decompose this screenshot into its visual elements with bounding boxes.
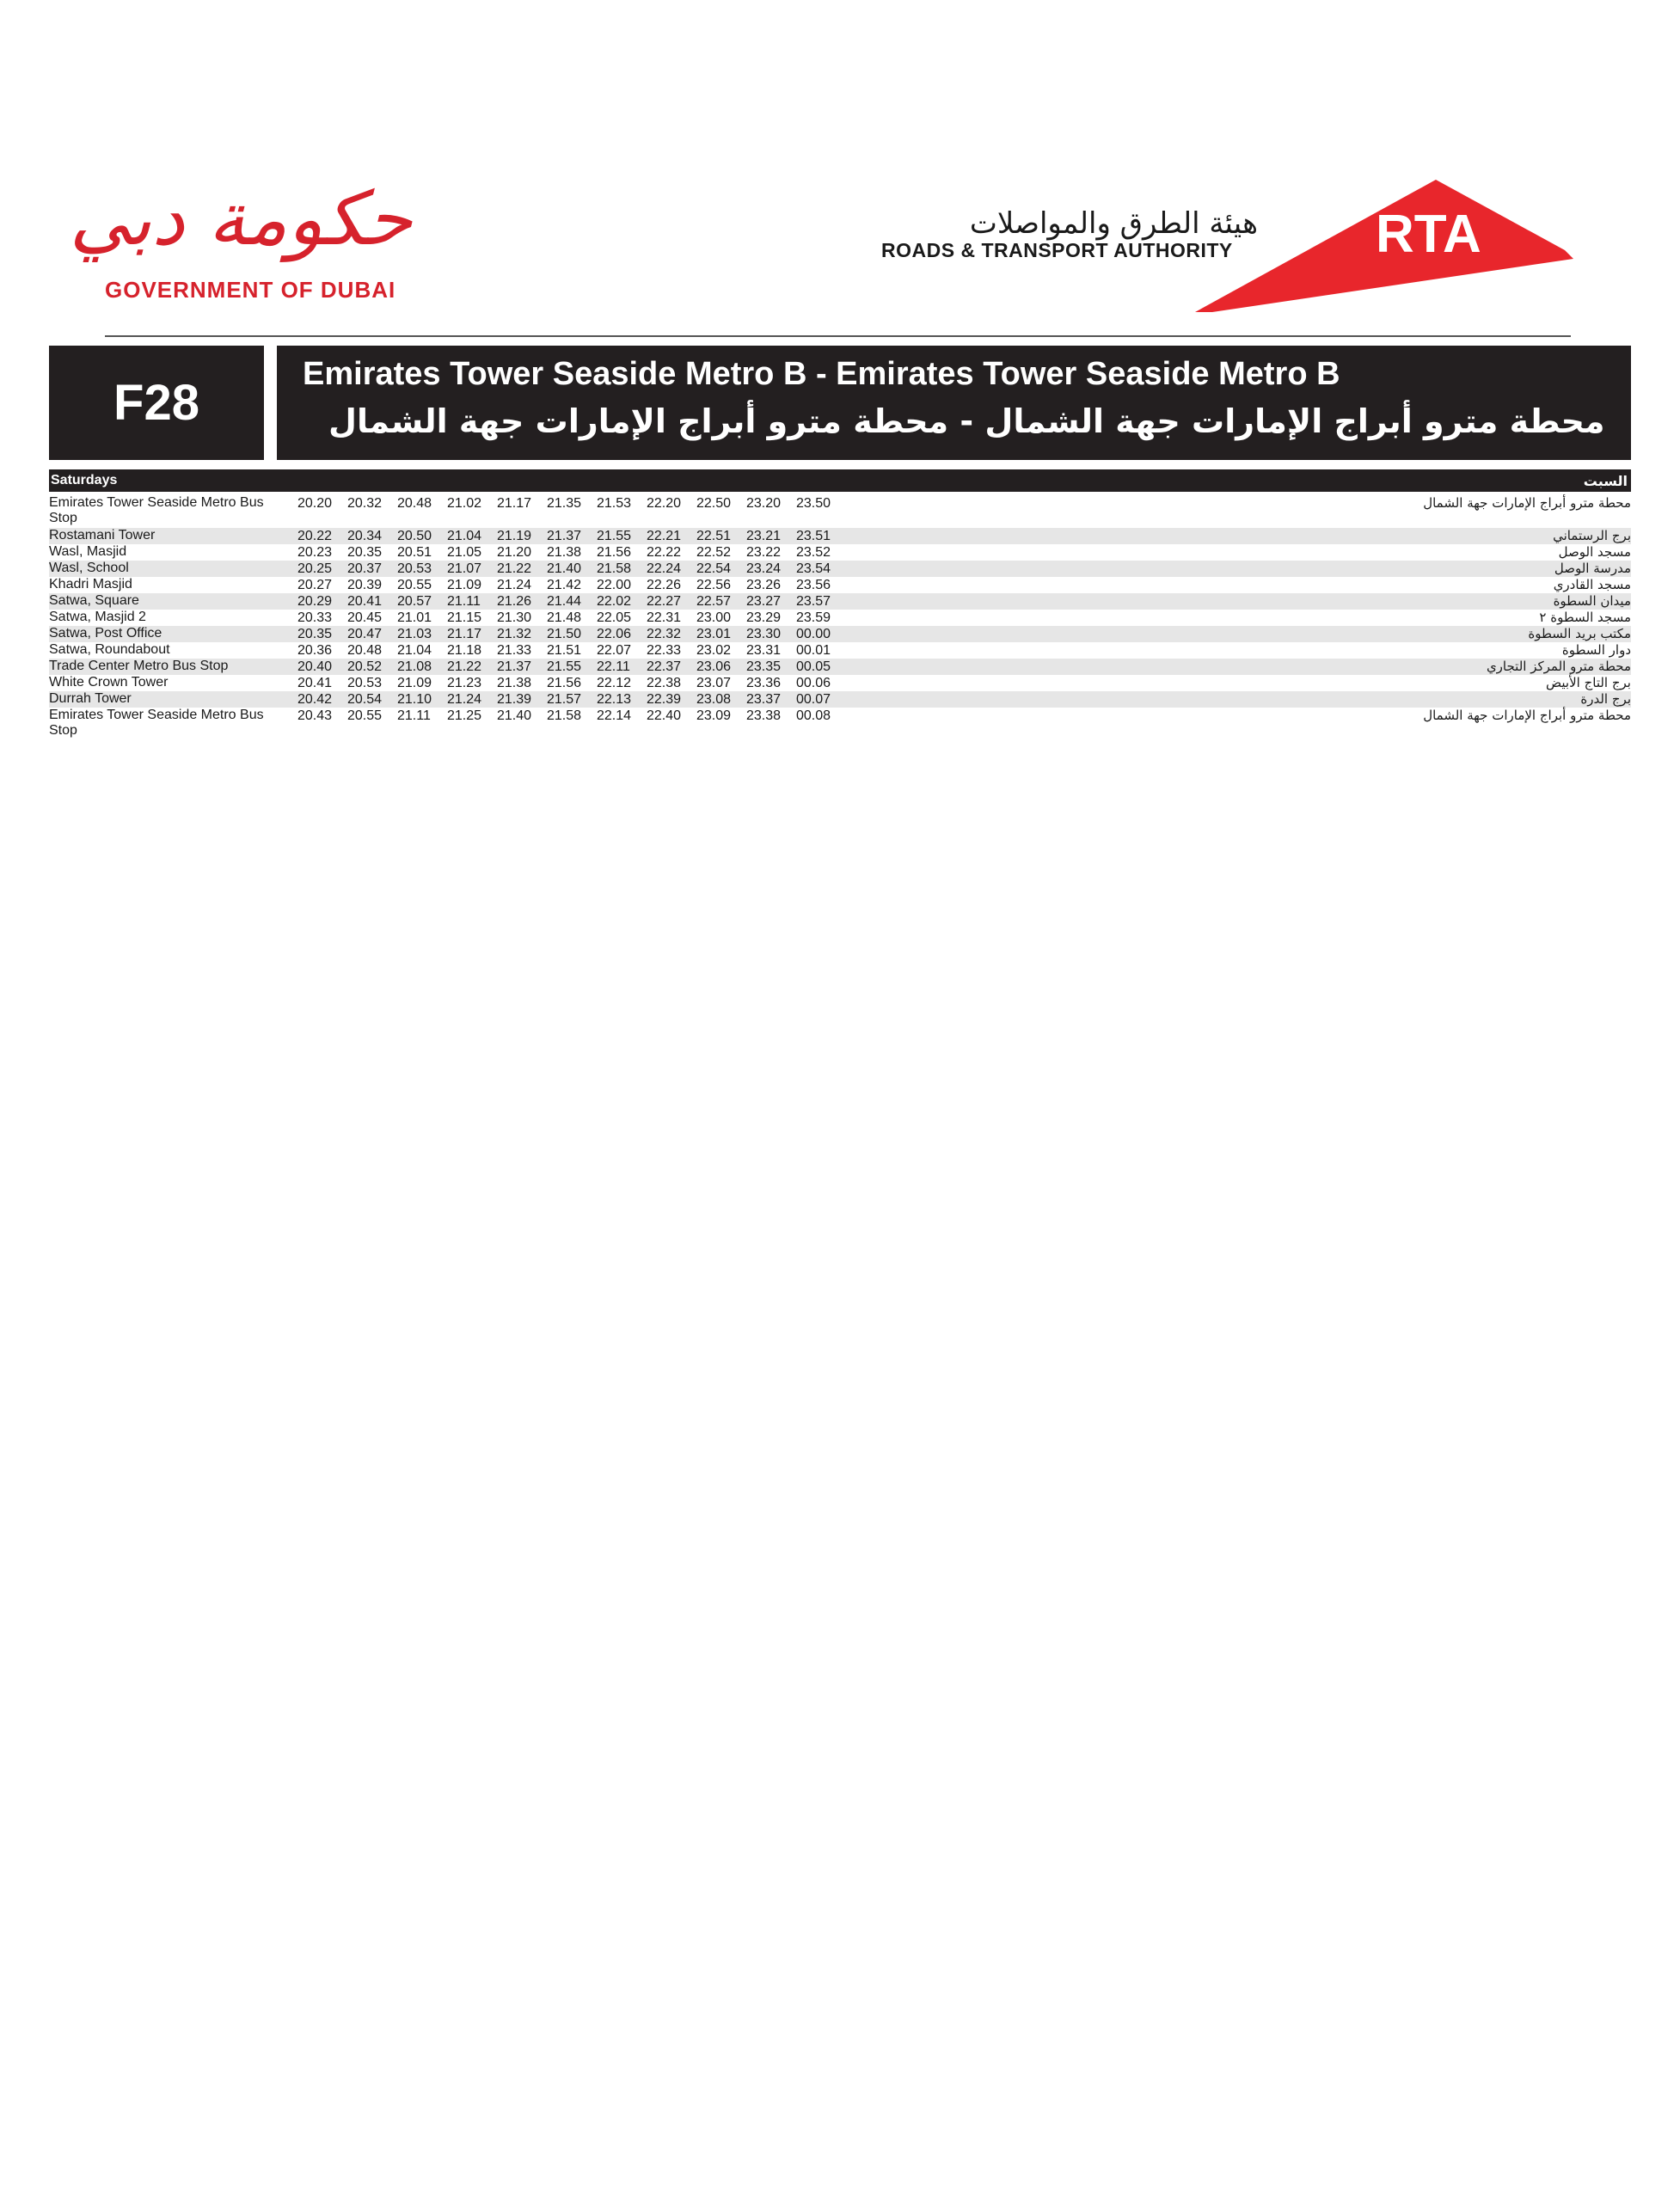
stop-name-english: Wasl, School bbox=[49, 561, 129, 575]
departure-time: 23.52 bbox=[796, 545, 831, 560]
departure-time: 21.17 bbox=[447, 627, 482, 641]
departure-time: 20.45 bbox=[347, 610, 383, 625]
departure-times bbox=[297, 610, 846, 626]
departure-time: 23.36 bbox=[746, 676, 782, 690]
departure-time: 22.56 bbox=[696, 578, 732, 592]
departure-time: 21.11 bbox=[447, 594, 481, 609]
departure-time: 21.38 bbox=[547, 545, 582, 560]
header-divider bbox=[105, 335, 1571, 337]
departure-time: 21.53 bbox=[597, 496, 632, 511]
departure-time: 20.20 bbox=[297, 496, 333, 511]
table-row bbox=[49, 675, 1631, 691]
departure-time: 21.08 bbox=[397, 659, 432, 674]
departure-time: 23.21 bbox=[746, 529, 782, 543]
departure-time: 21.40 bbox=[497, 708, 532, 723]
departure-times bbox=[297, 659, 846, 675]
departure-time: 22.37 bbox=[647, 659, 682, 674]
departure-time: 20.33 bbox=[297, 610, 333, 625]
departure-time: 21.33 bbox=[497, 643, 532, 658]
stop-name-english: Rostamani Tower bbox=[49, 528, 156, 543]
stop-name-english: Durrah Tower bbox=[49, 691, 132, 706]
departure-time: 21.44 bbox=[547, 594, 582, 609]
departure-times bbox=[297, 528, 846, 544]
departure-time: 21.05 bbox=[447, 545, 482, 560]
departure-time: 20.40 bbox=[297, 659, 333, 674]
day-label-english: Saturdays bbox=[51, 473, 118, 487]
departure-time: 20.57 bbox=[397, 594, 432, 609]
departure-time: 20.37 bbox=[347, 561, 383, 576]
departure-time: 20.35 bbox=[297, 627, 333, 641]
stop-name-english: Satwa, Square bbox=[49, 593, 139, 608]
departure-time: 21.22 bbox=[447, 659, 482, 674]
departure-time: 21.23 bbox=[447, 676, 482, 690]
departure-time: 22.32 bbox=[647, 627, 682, 641]
departure-time: 22.40 bbox=[647, 708, 682, 723]
departure-time: 22.14 bbox=[597, 708, 632, 723]
departure-time: 21.30 bbox=[497, 610, 532, 625]
departure-time: 00.00 bbox=[796, 627, 831, 641]
departure-time: 22.57 bbox=[696, 594, 732, 609]
stop-name-english: Satwa, Post Office bbox=[49, 626, 162, 641]
departure-time: 20.23 bbox=[297, 545, 333, 560]
departure-time: 21.20 bbox=[497, 545, 532, 560]
departure-time: 22.06 bbox=[597, 627, 632, 641]
departure-times bbox=[297, 561, 846, 577]
departure-time: 21.26 bbox=[497, 594, 532, 609]
departure-time: 00.06 bbox=[796, 676, 831, 690]
departure-time: 21.24 bbox=[497, 578, 532, 592]
departure-time: 21.02 bbox=[447, 496, 482, 511]
departure-time: 20.55 bbox=[397, 578, 432, 592]
stop-name-arabic: مسجد القادري bbox=[1553, 577, 1631, 592]
departure-time: 20.29 bbox=[297, 594, 333, 609]
stop-name-arabic: محطة مترو أبراج الإمارات جهة الشمال bbox=[1423, 708, 1631, 723]
departure-time: 23.26 bbox=[746, 578, 782, 592]
departure-time: 20.43 bbox=[297, 708, 333, 723]
departure-times bbox=[297, 708, 846, 724]
departure-time: 21.18 bbox=[447, 643, 482, 658]
departure-time: 21.04 bbox=[397, 643, 432, 658]
departure-times bbox=[297, 642, 846, 659]
stop-name-english: Emirates Tower Seaside Metro Bus Stop bbox=[49, 708, 264, 738]
gov-logo-arabic-text: حكومة دبي bbox=[69, 176, 413, 262]
departure-time: 23.50 bbox=[796, 496, 831, 511]
departure-time: 20.34 bbox=[347, 529, 383, 543]
departure-time: 22.24 bbox=[647, 561, 682, 576]
stop-name-arabic: مكتب بريد السطوة bbox=[1528, 626, 1631, 641]
departure-time: 22.33 bbox=[647, 643, 682, 658]
departure-time: 23.02 bbox=[696, 643, 732, 658]
departure-time: 23.27 bbox=[746, 594, 782, 609]
departure-time: 21.22 bbox=[497, 561, 532, 576]
departure-time: 22.39 bbox=[647, 692, 682, 707]
day-label-arabic: السبت bbox=[1583, 473, 1628, 489]
departure-time: 21.04 bbox=[447, 529, 482, 543]
departure-time: 21.39 bbox=[497, 692, 532, 707]
departure-time: 22.27 bbox=[647, 594, 682, 609]
departure-time: 23.06 bbox=[696, 659, 732, 674]
departure-time: 21.48 bbox=[547, 610, 582, 625]
day-header-bar bbox=[49, 469, 1631, 492]
departure-time: 23.01 bbox=[696, 627, 732, 641]
departure-time: 23.29 bbox=[746, 610, 782, 625]
departure-time: 20.32 bbox=[347, 496, 383, 511]
departure-time: 21.55 bbox=[597, 529, 632, 543]
departure-times bbox=[297, 495, 846, 512]
departure-time: 22.26 bbox=[647, 578, 682, 592]
departure-time: 21.11 bbox=[397, 708, 431, 723]
stop-name-arabic: دوار السطوة bbox=[1561, 642, 1631, 658]
departure-time: 21.32 bbox=[497, 627, 532, 641]
table-row bbox=[49, 495, 1631, 528]
table-row bbox=[49, 642, 1631, 659]
table-row bbox=[49, 593, 1631, 610]
departure-time: 22.38 bbox=[647, 676, 682, 690]
stop-name-arabic: مسجد السطوة ٢ bbox=[1539, 610, 1631, 625]
table-row bbox=[49, 561, 1631, 577]
departure-time: 21.25 bbox=[447, 708, 482, 723]
departure-time: 21.57 bbox=[547, 692, 582, 707]
stop-name-english: Satwa, Masjid 2 bbox=[49, 610, 146, 624]
departure-time: 00.01 bbox=[796, 643, 831, 658]
departure-time: 20.25 bbox=[297, 561, 333, 576]
route-title-arabic: محطة مترو أبراج الإمارات جهة الشمال - محطة مترو أبراج الإمارات جهة الشمال bbox=[328, 402, 1605, 440]
departure-time: 21.37 bbox=[547, 529, 582, 543]
route-title-box bbox=[277, 346, 1631, 460]
departure-time: 20.51 bbox=[397, 545, 432, 560]
departure-time: 20.53 bbox=[347, 676, 383, 690]
departure-time: 21.09 bbox=[397, 676, 432, 690]
departure-time: 20.48 bbox=[397, 496, 432, 511]
departure-time: 20.55 bbox=[347, 708, 383, 723]
stop-name-arabic: مدرسة الوصل bbox=[1554, 561, 1631, 576]
stop-name-english: Emirates Tower Seaside Metro Bus Stop bbox=[49, 495, 264, 525]
departure-time: 22.22 bbox=[647, 545, 682, 560]
departure-times bbox=[297, 626, 846, 642]
departure-time: 20.27 bbox=[297, 578, 333, 592]
departure-time: 21.17 bbox=[497, 496, 532, 511]
departure-time: 21.37 bbox=[497, 659, 532, 674]
departure-time: 22.00 bbox=[597, 578, 632, 592]
departure-time: 22.13 bbox=[597, 692, 632, 707]
departure-time: 20.41 bbox=[347, 594, 383, 609]
table-row bbox=[49, 691, 1631, 708]
departure-time: 23.57 bbox=[796, 594, 831, 609]
departure-time: 21.50 bbox=[547, 627, 582, 641]
route-number: F28 bbox=[113, 375, 199, 431]
departure-time: 21.07 bbox=[447, 561, 482, 576]
departure-time: 21.56 bbox=[597, 545, 632, 560]
departure-time: 23.37 bbox=[746, 692, 782, 707]
departure-time: 21.38 bbox=[497, 676, 532, 690]
departure-time: 21.35 bbox=[547, 496, 582, 511]
departure-time: 20.35 bbox=[347, 545, 383, 560]
route-number-box bbox=[49, 346, 264, 460]
departure-time: 22.12 bbox=[597, 676, 632, 690]
departure-time: 20.50 bbox=[397, 529, 432, 543]
stop-name-english: White Crown Tower bbox=[49, 675, 169, 690]
stop-name-english: Trade Center Metro Bus Stop bbox=[49, 659, 229, 673]
departure-time: 20.53 bbox=[397, 561, 432, 576]
stop-name-arabic: برج الرستماني bbox=[1553, 528, 1631, 543]
departure-times bbox=[297, 577, 846, 593]
departure-time: 23.22 bbox=[746, 545, 782, 560]
table-row bbox=[49, 610, 1631, 626]
departure-time: 21.10 bbox=[397, 692, 432, 707]
timetable bbox=[49, 495, 1631, 740]
stop-name-arabic: محطة مترو أبراج الإمارات جهة الشمال bbox=[1423, 495, 1631, 511]
stop-name-arabic: محطة مترو المركز التجاري bbox=[1486, 659, 1631, 674]
departure-time: 22.21 bbox=[647, 529, 682, 543]
stop-name-arabic: برج التاج الأبيض bbox=[1546, 675, 1631, 690]
departure-time: 20.36 bbox=[297, 643, 333, 658]
table-row bbox=[49, 659, 1631, 675]
rta-name-english: ROADS & TRANSPORT AUTHORITY bbox=[881, 239, 1233, 261]
departure-time: 21.01 bbox=[397, 610, 432, 625]
departure-time: 21.58 bbox=[597, 561, 632, 576]
table-row bbox=[49, 544, 1631, 561]
departure-time: 23.08 bbox=[696, 692, 732, 707]
departure-time: 21.19 bbox=[497, 529, 532, 543]
departure-time: 23.59 bbox=[796, 610, 831, 625]
departure-time: 22.52 bbox=[696, 545, 732, 560]
departure-time: 22.50 bbox=[696, 496, 732, 511]
departure-time: 20.42 bbox=[297, 692, 333, 707]
stop-name-english: Khadri Masjid bbox=[49, 577, 132, 592]
stop-name-arabic: برج الدرة bbox=[1580, 691, 1631, 707]
table-row bbox=[49, 626, 1631, 642]
departure-times bbox=[297, 675, 846, 691]
departure-time: 21.51 bbox=[547, 643, 582, 658]
departure-time: 20.39 bbox=[347, 578, 383, 592]
rta-name-arabic: هيئة الطرق والمواصلات bbox=[969, 206, 1258, 241]
departure-time: 22.54 bbox=[696, 561, 732, 576]
departure-times bbox=[297, 691, 846, 708]
stop-name-arabic: ميدان السطوة bbox=[1553, 593, 1631, 609]
departure-time: 23.00 bbox=[696, 610, 732, 625]
departure-time: 23.30 bbox=[746, 627, 782, 641]
departure-time: 20.54 bbox=[347, 692, 383, 707]
departure-time: 23.35 bbox=[746, 659, 782, 674]
departure-time: 20.48 bbox=[347, 643, 383, 658]
table-row bbox=[49, 577, 1631, 593]
departure-time: 21.56 bbox=[547, 676, 582, 690]
departure-time: 21.09 bbox=[447, 578, 482, 592]
departure-time: 22.07 bbox=[597, 643, 632, 658]
route-title-english: Emirates Tower Seaside Metro B - Emirates Tower Seaside Metro B bbox=[303, 356, 1340, 392]
departure-time: 21.55 bbox=[547, 659, 582, 674]
departure-time: 21.24 bbox=[447, 692, 482, 707]
departure-time: 23.51 bbox=[796, 529, 831, 543]
departure-time: 21.58 bbox=[547, 708, 582, 723]
departure-time: 22.20 bbox=[647, 496, 682, 511]
departure-time: 00.08 bbox=[796, 708, 831, 723]
departure-times bbox=[297, 544, 846, 561]
departure-time: 20.52 bbox=[347, 659, 383, 674]
departure-time: 22.51 bbox=[696, 529, 732, 543]
government-of-dubai-logo bbox=[69, 169, 413, 263]
rta-logo-text: RTA bbox=[1376, 205, 1481, 264]
table-row bbox=[49, 708, 1631, 740]
departure-time: 23.56 bbox=[796, 578, 831, 592]
departure-time: 20.41 bbox=[297, 676, 333, 690]
departure-time: 23.24 bbox=[746, 561, 782, 576]
departure-time: 00.05 bbox=[796, 659, 831, 674]
rta-logo-mark bbox=[1195, 176, 1573, 314]
departure-time: 20.47 bbox=[347, 627, 383, 641]
stop-name-english: Wasl, Masjid bbox=[49, 544, 127, 559]
departure-time: 21.15 bbox=[447, 610, 482, 625]
departure-time: 20.22 bbox=[297, 529, 333, 543]
departure-time: 23.20 bbox=[746, 496, 782, 511]
departure-time: 21.40 bbox=[547, 561, 582, 576]
departure-time: 23.07 bbox=[696, 676, 732, 690]
departure-time: 00.07 bbox=[796, 692, 831, 707]
stop-name-english: Satwa, Roundabout bbox=[49, 642, 170, 657]
departure-time: 23.54 bbox=[796, 561, 831, 576]
departure-time: 23.31 bbox=[746, 643, 782, 658]
departure-time: 23.09 bbox=[696, 708, 732, 723]
departure-time: 23.38 bbox=[746, 708, 782, 723]
departure-time: 21.03 bbox=[397, 627, 432, 641]
departure-time: 22.02 bbox=[597, 594, 632, 609]
gov-logo-english-text: GOVERNMENT OF DUBAI bbox=[105, 277, 396, 303]
departure-times bbox=[297, 593, 846, 610]
departure-time: 22.05 bbox=[597, 610, 632, 625]
departure-time: 21.42 bbox=[547, 578, 582, 592]
departure-time: 22.31 bbox=[647, 610, 682, 625]
departure-time: 22.11 bbox=[597, 659, 630, 674]
table-row bbox=[49, 528, 1631, 544]
stop-name-arabic: مسجد الوصل bbox=[1558, 544, 1631, 560]
